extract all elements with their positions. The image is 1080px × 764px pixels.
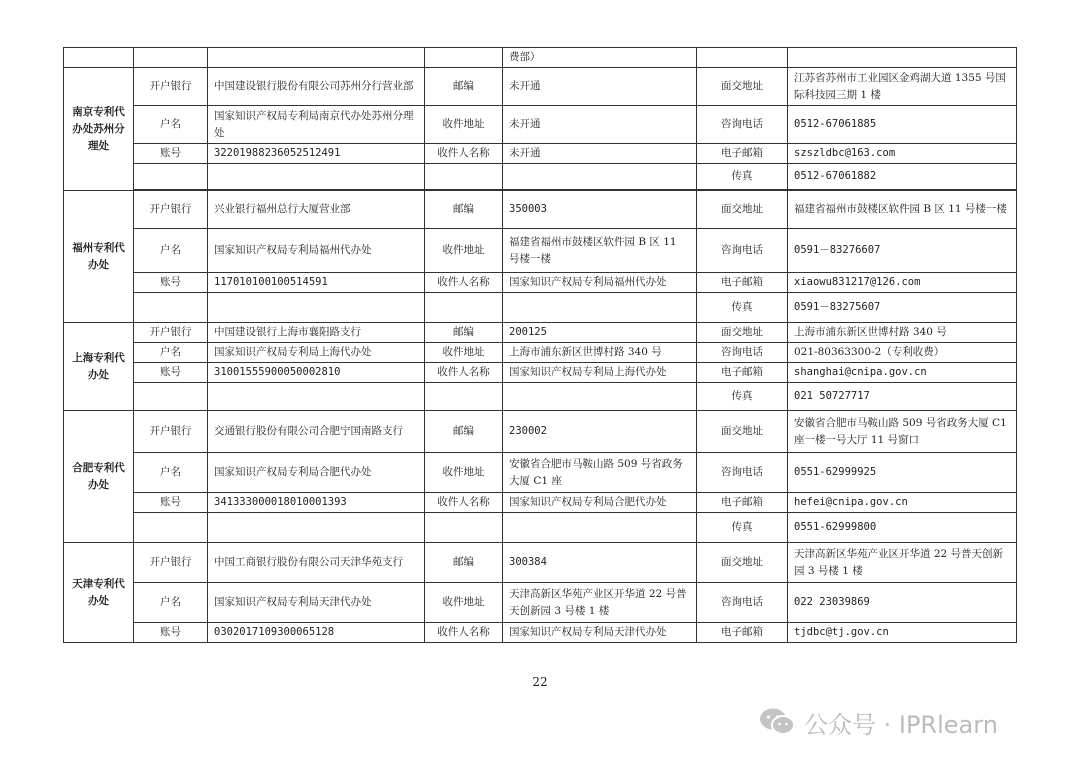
phone-value: 022 23039869 <box>788 583 1017 623</box>
table-row <box>64 583 1017 623</box>
postcode-value: 230002 <box>503 411 697 453</box>
office-name: 南京专利代办处苏州分理处 <box>64 68 134 191</box>
account-name-value: 国家知识产权局专利局合肥代办处 <box>208 453 425 493</box>
postcode-label: 邮编 <box>425 323 503 343</box>
email-value: shanghai@cnipa.gov.cn <box>788 363 1017 383</box>
receive-address-value: 上海市浦东新区世博村路 340 号 <box>503 343 697 363</box>
visit-address-label: 面交地址 <box>697 68 788 106</box>
fax-value: 021 50727717 <box>788 383 1017 411</box>
visit-address-value: 天津高新区华苑产业区开华道 22 号普天创新园 3 号楼 1 楼 <box>788 543 1017 583</box>
table-row <box>64 323 1017 343</box>
watermark <box>758 702 998 742</box>
receive-address-label: 收件地址 <box>425 106 503 144</box>
table-row <box>64 293 1017 323</box>
receive-address-value: 安徽省合肥市马鞍山路 509 号省政务大厦 C1 座 <box>503 453 697 493</box>
office-name: 合肥专利代办处 <box>64 411 134 543</box>
bank-label: 开户银行 <box>134 411 208 453</box>
fax-value: 0512-67061882 <box>788 164 1017 190</box>
account-number-label: 账号 <box>134 493 208 513</box>
phone-label: 咨询电话 <box>697 229 788 273</box>
phone-label: 咨询电话 <box>697 343 788 363</box>
wechat-icon <box>758 707 796 737</box>
phone-label: 咨询电话 <box>697 453 788 493</box>
visit-address-label: 面交地址 <box>697 191 788 229</box>
fax-label: 传真 <box>697 164 788 190</box>
visit-address-label: 面交地址 <box>697 411 788 453</box>
visit-address-value: 江苏省苏州市工业园区金鸡湖大道 1355 号国际科技园三期 1 楼 <box>788 68 1017 106</box>
postcode-label: 邮编 <box>425 543 503 583</box>
account-name-value: 国家知识产权局专利局南京代办处苏州分理处 <box>208 106 425 144</box>
account-name-label: 户名 <box>134 343 208 363</box>
bank-label: 开户银行 <box>134 323 208 343</box>
recipient-value: 国家知识产权局专利局合肥代办处 <box>503 493 697 513</box>
table-row <box>64 363 1017 383</box>
table-row <box>64 68 1017 106</box>
account-number-label: 账号 <box>134 144 208 164</box>
postcode-label: 邮编 <box>425 411 503 453</box>
email-label: 电子邮箱 <box>697 363 788 383</box>
email-value: hefei@cnipa.gov.cn <box>788 493 1017 513</box>
fax-label: 传真 <box>697 513 788 543</box>
postcode-value: 300384 <box>503 543 697 583</box>
bank-label: 开户银行 <box>134 191 208 229</box>
office-name: 天津专利代办处 <box>64 543 134 643</box>
phone-value: 021-80363300-2（专利收费） <box>788 343 1017 363</box>
email-value: xiaowu831217@126.com <box>788 273 1017 293</box>
bank-value: 中国工商银行股份有限公司天津华苑支行 <box>208 543 425 583</box>
table-row <box>64 164 1017 190</box>
postcode-value: 350003 <box>503 191 697 229</box>
table-row <box>64 144 1017 164</box>
recipient-label: 收件人名称 <box>425 623 503 643</box>
recipient-label: 收件人名称 <box>425 273 503 293</box>
table-row <box>64 543 1017 583</box>
watermark-text: 公众号 · IPRlearn <box>804 710 998 739</box>
office-name: 福州专利代办处 <box>64 191 134 323</box>
receive-address-label: 收件地址 <box>425 229 503 273</box>
table-row <box>64 191 1017 229</box>
account-name-value: 国家知识产权局专利局上海代办处 <box>208 343 425 363</box>
receive-address-value: 天津高新区华苑产业区开华道 22 号普天创新园 3 号楼 1 楼 <box>503 583 697 623</box>
account-number-value: 0302017109300065128 <box>208 623 425 643</box>
bank-value: 交通银行股份有限公司合肥宁国南路支行 <box>208 411 425 453</box>
table-row <box>64 493 1017 513</box>
recipient-label: 收件人名称 <box>425 363 503 383</box>
bank-value: 兴业银行福州总行大厦营业部 <box>208 191 425 229</box>
fax-label: 传真 <box>697 383 788 411</box>
account-number-value: 341333000018010001393 <box>208 493 425 513</box>
email-label: 电子邮箱 <box>697 273 788 293</box>
visit-address-label: 面交地址 <box>697 323 788 343</box>
phone-label: 咨询电话 <box>697 583 788 623</box>
account-number-value: 32201988236052512491 <box>208 144 425 164</box>
table-row <box>64 229 1017 273</box>
bank-label: 开户银行 <box>134 68 208 106</box>
visit-address-value: 上海市浦东新区世博村路 340 号 <box>788 323 1017 343</box>
account-number-label: 账号 <box>134 363 208 383</box>
fax-label: 传真 <box>697 293 788 323</box>
receive-address-label: 收件地址 <box>425 583 503 623</box>
phone-value: 0591－83276607 <box>788 229 1017 273</box>
account-name-label: 户名 <box>134 106 208 144</box>
table-row <box>64 273 1017 293</box>
table-row <box>64 513 1017 543</box>
account-number-label: 账号 <box>134 623 208 643</box>
continued-text: 费部） <box>503 48 697 68</box>
account-name-value: 国家知识产权局专利局福州代办处 <box>208 229 425 273</box>
table-row <box>64 106 1017 144</box>
bank-label: 开户银行 <box>134 543 208 583</box>
phone-value: 0512-67061885 <box>788 106 1017 144</box>
receive-address-label: 收件地址 <box>425 343 503 363</box>
recipient-value: 未开通 <box>503 144 697 164</box>
visit-address-value: 福建省福州市鼓楼区软件园 B 区 11 号楼一楼 <box>788 191 1017 229</box>
fax-value: 0551-62999800 <box>788 513 1017 543</box>
account-name-label: 户名 <box>134 229 208 273</box>
recipient-label: 收件人名称 <box>425 493 503 513</box>
postcode-label: 邮编 <box>425 68 503 106</box>
bank-value: 中国建设银行股份有限公司苏州分行营业部 <box>208 68 425 106</box>
phone-label: 咨询电话 <box>697 106 788 144</box>
table-row <box>64 48 1017 68</box>
fax-value: 0591－83275607 <box>788 293 1017 323</box>
account-name-label: 户名 <box>134 453 208 493</box>
email-value: tjdbc@tj.gov.cn <box>788 623 1017 643</box>
table-row <box>64 343 1017 363</box>
table-row <box>64 383 1017 411</box>
email-label: 电子邮箱 <box>697 623 788 643</box>
receive-address-label: 收件地址 <box>425 453 503 493</box>
table-row <box>64 623 1017 643</box>
account-number-value: 31001555900050002810 <box>208 363 425 383</box>
email-label: 电子邮箱 <box>697 144 788 164</box>
bank-value: 中国建设银行上海市襄阳路支行 <box>208 323 425 343</box>
office-name: 上海专利代办处 <box>64 323 134 411</box>
recipient-value: 国家知识产权局专利局福州代办处 <box>503 273 697 293</box>
table-row <box>64 411 1017 453</box>
recipient-value: 国家知识产权局专利局天津代办处 <box>503 623 697 643</box>
table-row <box>64 453 1017 493</box>
postcode-label: 邮编 <box>425 191 503 229</box>
account-name-label: 户名 <box>134 583 208 623</box>
receive-address-value: 未开通 <box>503 106 697 144</box>
agency-table <box>63 47 1017 643</box>
receive-address-value: 福建省福州市鼓楼区软件园 B 区 11 号楼一楼 <box>503 229 697 273</box>
account-name-value: 国家知识产权局专利局天津代办处 <box>208 583 425 623</box>
recipient-value: 国家知识产权局专利局上海代办处 <box>503 363 697 383</box>
phone-value: 0551-62999925 <box>788 453 1017 493</box>
postcode-value: 未开通 <box>503 68 697 106</box>
visit-address-value: 安徽省合肥市马鞍山路 509 号省政务大厦 C1 座一楼一号大厅 11 号窗口 <box>788 411 1017 453</box>
account-number-label: 账号 <box>134 273 208 293</box>
email-value: szszldbc@163.com <box>788 144 1017 164</box>
email-label: 电子邮箱 <box>697 493 788 513</box>
visit-address-label: 面交地址 <box>697 543 788 583</box>
account-number-value: 117010100100514591 <box>208 273 425 293</box>
postcode-value: 200125 <box>503 323 697 343</box>
page-number: 22 <box>532 675 548 689</box>
recipient-label: 收件人名称 <box>425 144 503 164</box>
